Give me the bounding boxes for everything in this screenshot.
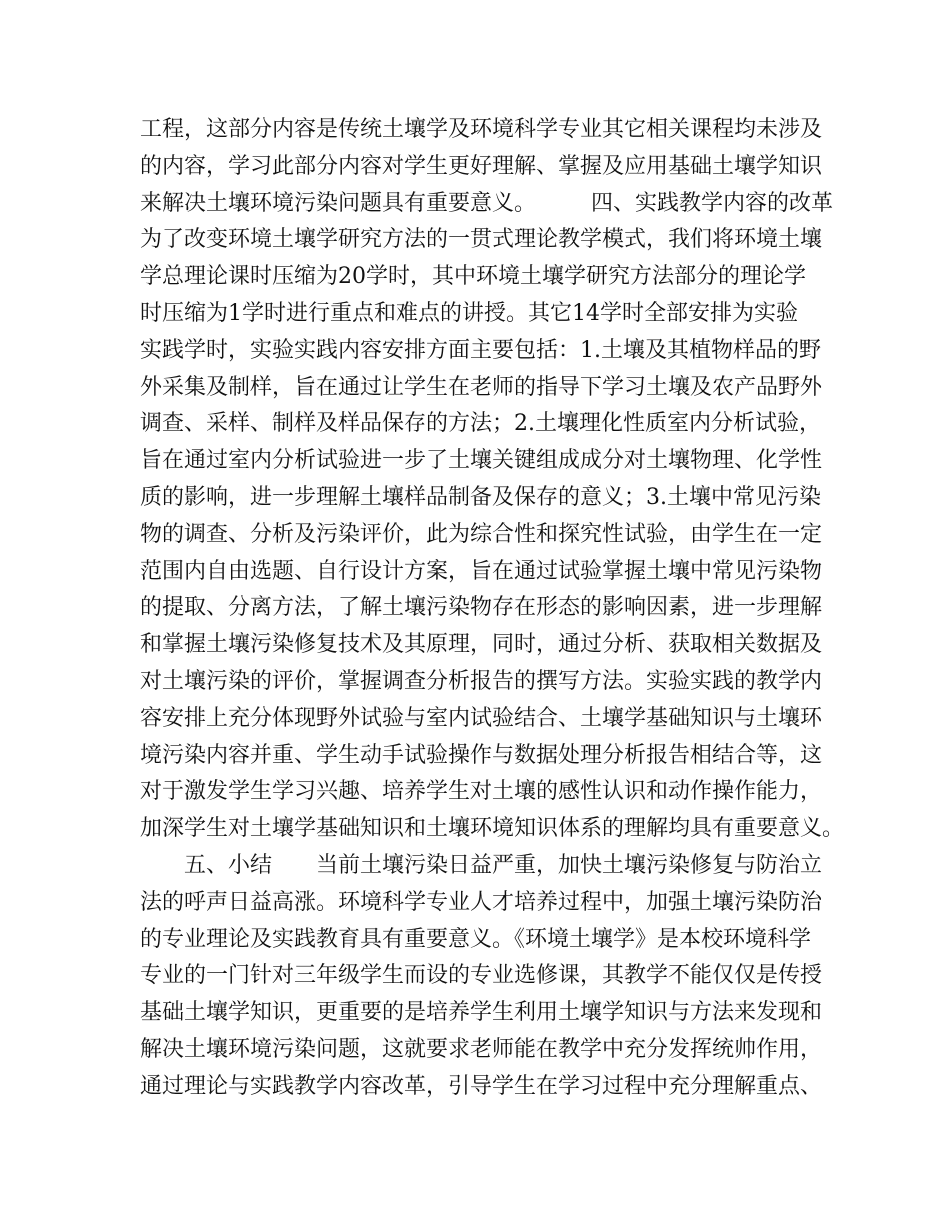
text-line: 来解决土壤环境污染问题具有重要意义。 四、实践教学内容的改革 <box>140 190 834 216</box>
text-line: 时压缩为1学时进行重点和难点的讲授。其它14学时全部安排为实验 <box>140 300 798 326</box>
text-line: 和掌握土壤污染修复技术及其原理，同时，通过分析、获取相关数据及 <box>140 632 823 658</box>
text-line: 的内容，学习此部分内容对学生更好理解、掌握及应用基础土壤学知识 <box>140 153 823 179</box>
text-line: 物的调查、分析及污染评价，此为综合性和探究性试验，由学生在一定 <box>140 521 823 547</box>
text-line: 容安排上充分体现野外试验与室内试验结合、土壤学基础知识与土壤环 <box>140 705 823 731</box>
text-line: 实践学时，实验实践内容安排方面主要包括：1.土壤及其植物样品的野 <box>140 337 821 363</box>
text-line: 法的呼声日益高涨。环境科学专业人才培养过程中，加强土壤污染防治 <box>140 889 823 915</box>
text-line: 为了改变环境土壤学研究方法的一贯式理论教学模式，我们将环境土壤 <box>140 227 823 253</box>
body-text <box>140 112 845 1106</box>
text-line: 调查、采样、制样及样品保存的方法；2.土壤理化性质室内分析试验， <box>140 411 821 437</box>
text-line: 的专业理论及实践教育具有重要意义。《环境土壤学》是本校环境科学 <box>140 926 812 952</box>
text-line: 专业的一门针对三年级学生而设的专业选修课，其教学不能仅仅是传授 <box>140 963 823 989</box>
text-line: 质的影响，进一步理解土壤样品制备及保存的意义；3.土壤中常见污染 <box>140 484 821 510</box>
text-line: 境污染内容并重、学生动手试验操作与数据处理分析报告相结合等，这 <box>140 742 823 768</box>
text-line: 范围内自由选题、自行设计方案，旨在通过试验掌握土壤中常见污染物 <box>140 558 823 584</box>
text-line: 通过理论与实践教学内容改革，引导学生在学习过程中充分理解重点、 <box>140 1073 823 1099</box>
text-line: 对于激发学生学习兴趣、培养学生对土壤的感性认识和动作操作能力， <box>140 779 823 805</box>
text-line: 学总理论课时压缩为20学时，其中环境土壤学研究方法部分的理论学 <box>140 264 806 290</box>
text-line: 加深学生对土壤学基础知识和土壤环境知识体系的理解均具有重要意义。 <box>140 816 845 842</box>
text-line: 工程，这部分内容是传统土壤学及环境科学专业其它相关课程均未涉及 <box>140 117 823 142</box>
text-line: 五、小结 当前土壤污染日益严重，加快土壤污染修复与防治立 <box>184 852 823 878</box>
text-line: 的提取、分离方法，了解土壤污染物存在形态的影响因素，进一步理解 <box>140 595 823 621</box>
text-line: 基础土壤学知识，更重要的是培养学生利用土壤学知识与方法来发现和 <box>140 1000 823 1026</box>
text-line: 对土壤污染的评价，掌握调查分析报告的撰写方法。实验实践的教学内 <box>140 668 823 694</box>
text-line: 外采集及制样，旨在通过让学生在老师的指导下学习土壤及农产品野外 <box>140 374 823 400</box>
text-line: 旨在通过室内分析试验进一步了土壤关键组成成分对土壤物理、化学性 <box>140 448 823 474</box>
text-line: 解决土壤环境污染问题，这就要求老师能在教学中充分发挥统帅作用， <box>140 1036 823 1062</box>
